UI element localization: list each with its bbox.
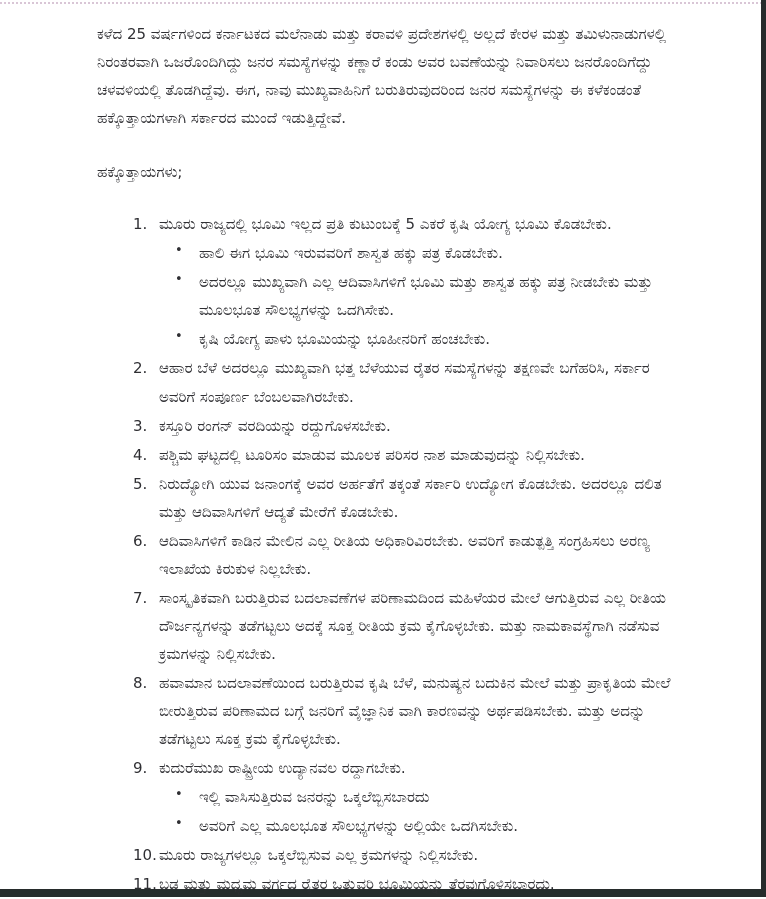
sub-bullet <box>175 812 689 840</box>
demand-item-1 <box>97 210 689 353</box>
demand-number: 7. <box>133 588 148 607</box>
demand-text: ಆದಿವಾಸಿಗಳಿಗೆ ಕಾಡಿನ ಮೇಲಿನ ಎಲ್ಲ ರೀತಿಯ ಅಧಿಕಾರಿವಿರಬೇಕು. ಅವರಿಗೆ ಕಾಡುತ್ಪತ್ತಿ ಸಂಗ್ರಹಿಸಲು ಅರಣ್ಯ ಇಲಾಖೆಯ ಕಿರುಕುಳ ನಿಲ್ಲಬೇಕು. <box>159 531 650 578</box>
demand-item-10 <box>97 841 689 869</box>
intro-paragraph: ಕಳೆದ 25 ವರ್ಷಗಳಿಂದ ಕರ್ನಾಟಕದ ಮಲೆನಾಡು ಮತ್ತು ಕರಾವಳಿ ಪ್ರದೇಶಗಳಲ್ಲಿ ಅಲ್ಲದೆ ಕೇರಳ ಮತ್ತು ತಮಿಳುನಾಡುಗಳಲ್ಲಿ ನಿರಂತರವಾಗಿ ಒಜರೊಂದಿಗಿದ್ದು ಜನರ ಸಮಸ್ಯೆಗಳನ್ನು ಕಣ್ಣಾರೆ ಕಂಡು ಅವರ ಬವಣೆಯನ್ನು ನಿವಾರಿಸಲು ಜನರೊಂದಿಗೆದ್ದು ಚಳವಳಿಯಲ್ಲಿ ತೊಡಗಿದ್ದೆವು. ಈಗ, ನಾವು ಮುಖ್ಯವಾಹಿನಿಗೆ ಬರುತಿರುವುದರಿಂದ ಜನರ ಸಮಸ್ಯೆಗಳನ್ನು ಈ ಕಳೆಕಂಡಂತೆ ಹಕ್ಕೊತ್ತಾಯಗಳಾಗಿ ಸರ್ಕಾರದ ಮುಂದೆ ಇಡುತ್ತಿದ್ದೇವೆ. <box>97 25 667 128</box>
demand-number: 1. <box>133 215 148 234</box>
sub-bullet-text: ಅವರಿಗೆ ಎಲ್ಲ ಮೂಲಭೂತ ಸೌಲಭ್ಯಗಳನ್ನು ಅಲ್ಲಿಯೇ ಒದಗಿಸಬೇಕು. <box>199 817 519 836</box>
demand-1-sub-bullets <box>175 239 689 353</box>
demand-item-9 <box>97 754 689 840</box>
demand-text: ಹವಾಮಾನ ಬದಲಾವಣೆಯಿಂದ ಬರುತ್ತಿರುವ ಕೃಷಿ ಬೆಳೆ, ಮನುಷ್ಯನ ಬದುಕಿನ ಮೇಲೆ ಮತ್ತು ಪ್ರಾಕೃತಿಯ ಮೇಲೆ ಬೀರುತ್ತಿರುವ ಪರಿಣಾಮದ ಬಗ್ಗೆ ಜನರಿಗೆ ವೈಜ್ಞಾನಿಕ ವಾಗಿ ಕಾರಣವನ್ನು ಅರ್ಥಪಡಿಸಬೇಕು. ಮತ್ತು ಅದನ್ನು ತಡೆಗಟ್ಟಲು ಸೂಕ್ತ ಕ್ರಮ ಕೈಗೊಳ್ಳಬೇಕು. <box>159 673 671 749</box>
demand-item-5 <box>97 470 689 526</box>
sub-bullet <box>175 268 689 324</box>
sub-bullet-text: ಅದರಲ್ಲೂ ಮುಖ್ಯವಾಗಿ ಎಲ್ಲ ಆದಿವಾಸಿಗಳಿಗೆ ಭೂಮಿ ಮತ್ತು ಶಾಸ್ವತ ಹಕ್ಕು ಪತ್ರ ನೀಡಬೇಕು ಮತ್ತು ಮೂಲಭೂತ ಸೌಲಭ್ಯಗಳನ್ನು ಒದಗಿಸೇಕು. <box>199 273 653 320</box>
demand-text: ಸಾಂಸ್ಕೃತಿಕವಾಗಿ ಬರುತ್ತಿರುವ ಬದಲಾವಣೆಗಳ ಪರಿಣಾಮದಿಂದ ಮಹಿಳೆಯರ ಮೇಲೆ ಆಗುತ್ತಿರುವ ಎಲ್ಲ ರೀತಿಯ ದೌರ್ಜನ್ಯಗಳನ್ನು ತಡೆಗಟ್ಟಲು ಅದಕ್ಕೆ ಸೂಕ್ತ ರೀತಿಯ ಕ್ರಮ ಕೈಗೊಳ್ಳಬೇಕು. ಮತ್ತು ನಾಮಕಾವಸ್ಥೆಗಾಗಿ ನಡೆಸುವ ಕ್ರಮಗಳನ್ನು ನಿಲ್ಲಿಸಬೇಕು. <box>159 588 666 663</box>
demand-number: 3. <box>133 416 148 435</box>
demand-number: 5. <box>133 474 148 493</box>
demand-text: ಮೂರು ರಾಜ್ಯದಲ್ಲಿ ಭೂಮಿ ಇಲ್ಲದ ಪ್ರತಿ ಕುಟುಂಬಕ್ಕೆ 5 ಎಕರೆ ಕೃಷಿ ಯೋಗ್ಯ ಭೂಮಿ ಕೊಡಬೇಕು. <box>159 215 612 234</box>
page-top-dotted-border <box>0 2 766 4</box>
sub-bullet <box>175 783 689 811</box>
demand-number: 8. <box>133 673 148 692</box>
bullet-icon: • <box>175 816 183 832</box>
demand-text: ಮೂರು ರಾಜ್ಯಗಳಲ್ಲೂ ಒಕ್ಕಲೆಬ್ಬಿಸುವ ಎಲ್ಲ ಕ್ರಮಗಳನ್ನು ನಿಲ್ಲಿಸಬೇಕು. <box>159 846 479 865</box>
bullet-icon: • <box>175 272 183 288</box>
demand-number: 6. <box>133 531 148 550</box>
demand-item-3 <box>97 412 689 440</box>
demands-heading: ಹಕ್ಕೊತ್ತಾಯಗಳು; <box>97 163 183 182</box>
document-body <box>97 20 689 899</box>
demand-text: ಬಡ ಮತ್ತು ಮಧ್ಯಮ ವರ್ಗದ ರೈತರ ಒತ್ತುವರಿ ಭೂಮಿಯನ್ನು ತೆರವುಗೊಳಿಸಬಾರದು. <box>159 875 555 894</box>
demand-text: ನಿರುದ್ಯೋಗಿ ಯುವ ಜನಾಂಗಕ್ಕೆ ಅವರ ಅರ್ಹತೆಗೆ ತಕ್ಕಂತೆ ಸರ್ಕಾರಿ ಉದ್ಯೋಗ ಕೊಡಬೇಕು. ಅದರಲ್ಲೂ ದಲಿತ ಮತ್ತು ಆದಿವಾಸಿಗಳಿಗೆ ಆದ್ಯತೆ ಮೇರೆಗೆ ಕೊಡಬೇಕು. <box>159 474 662 521</box>
bullet-icon: • <box>175 787 183 803</box>
sub-bullet-text: ಇಲ್ಲಿ ವಾಸಿಸುತ್ತಿರುವ ಜನರನ್ನು ಒಕ್ಕಲೆಬ್ಬಿಸಬಾರದು <box>199 788 430 807</box>
demand-number: 4. <box>133 445 148 464</box>
window-right-edge <box>761 0 766 897</box>
sub-bullet-text: ಕೃಷಿ ಯೋಗ್ಯ ಪಾಳು ಭೂಮಿಯನ್ನು ಭೂಹೀನರಿಗೆ ಹಂಚಬೇಕು. <box>199 330 490 349</box>
bullet-icon: • <box>175 243 183 259</box>
demand-number: 2. <box>133 359 148 378</box>
bullet-icon: • <box>175 329 183 345</box>
demand-9-sub-bullets <box>175 783 689 840</box>
demand-item-2 <box>97 354 689 410</box>
demands-list <box>97 210 689 898</box>
demand-text: ಪಶ್ಚಿಮ ಘಟ್ಟದಲ್ಲಿ ಟೂರಿಸಂ ಮಾಡುವ ಮೂಲಕ ಪರಿಸರ ನಾಶ ಮಾಡುವುದನ್ನು ನಿಲ್ಲಿಸಬೇಕು. <box>159 445 585 464</box>
demand-text: ಕುದುರೆಮುಖ ರಾಷ್ಟ್ರೀಯ ಉದ್ಯಾನವಲ ರದ್ದಾಗಬೇಕು. <box>159 759 406 778</box>
demand-number: 11. <box>133 875 157 894</box>
demand-number: 10. <box>133 846 157 865</box>
sub-bullet <box>175 325 689 353</box>
demand-text: ಕಸ್ತೂರಿ ರಂಗನ್ ವರದಿಯನ್ನು ರದ್ದುಗೊಳಸಬೇಕು. <box>159 416 391 435</box>
demand-item-8 <box>97 669 689 753</box>
demand-item-7 <box>97 584 689 668</box>
demand-item-6 <box>97 527 689 583</box>
sub-bullet <box>175 239 689 267</box>
demand-number: 9. <box>133 759 148 778</box>
demand-item-4 <box>97 441 689 469</box>
demand-text: ಆಹಾರ ಬೆಳೆ ಅದರಲ್ಲೂ ಮುಖ್ಯವಾಗಿ ಭತ್ತ ಬೆಳೆಯುವ ರೈತರ ಸಮಸ್ಯೆಗಳನ್ನು ತಕ್ಷಣವೇ ಬಗೆಹರಿಸಿ, ಸರ್ಕಾರ ಅವರಿಗೆ ಸಂಪೂರ್ಣ ಬೆಂಬಲವಾಗಿರಬೇಕು. <box>159 359 650 406</box>
sub-bullet-text: ಹಾಲಿ ಈಗ ಭೂಮಿ ಇರುವವರಿಗೆ ಶಾಸ್ವತ ಹಕ್ಕು ಪತ್ರ ಕೊಡಬೇಕು. <box>199 244 503 263</box>
demand-item-11 <box>97 870 689 898</box>
